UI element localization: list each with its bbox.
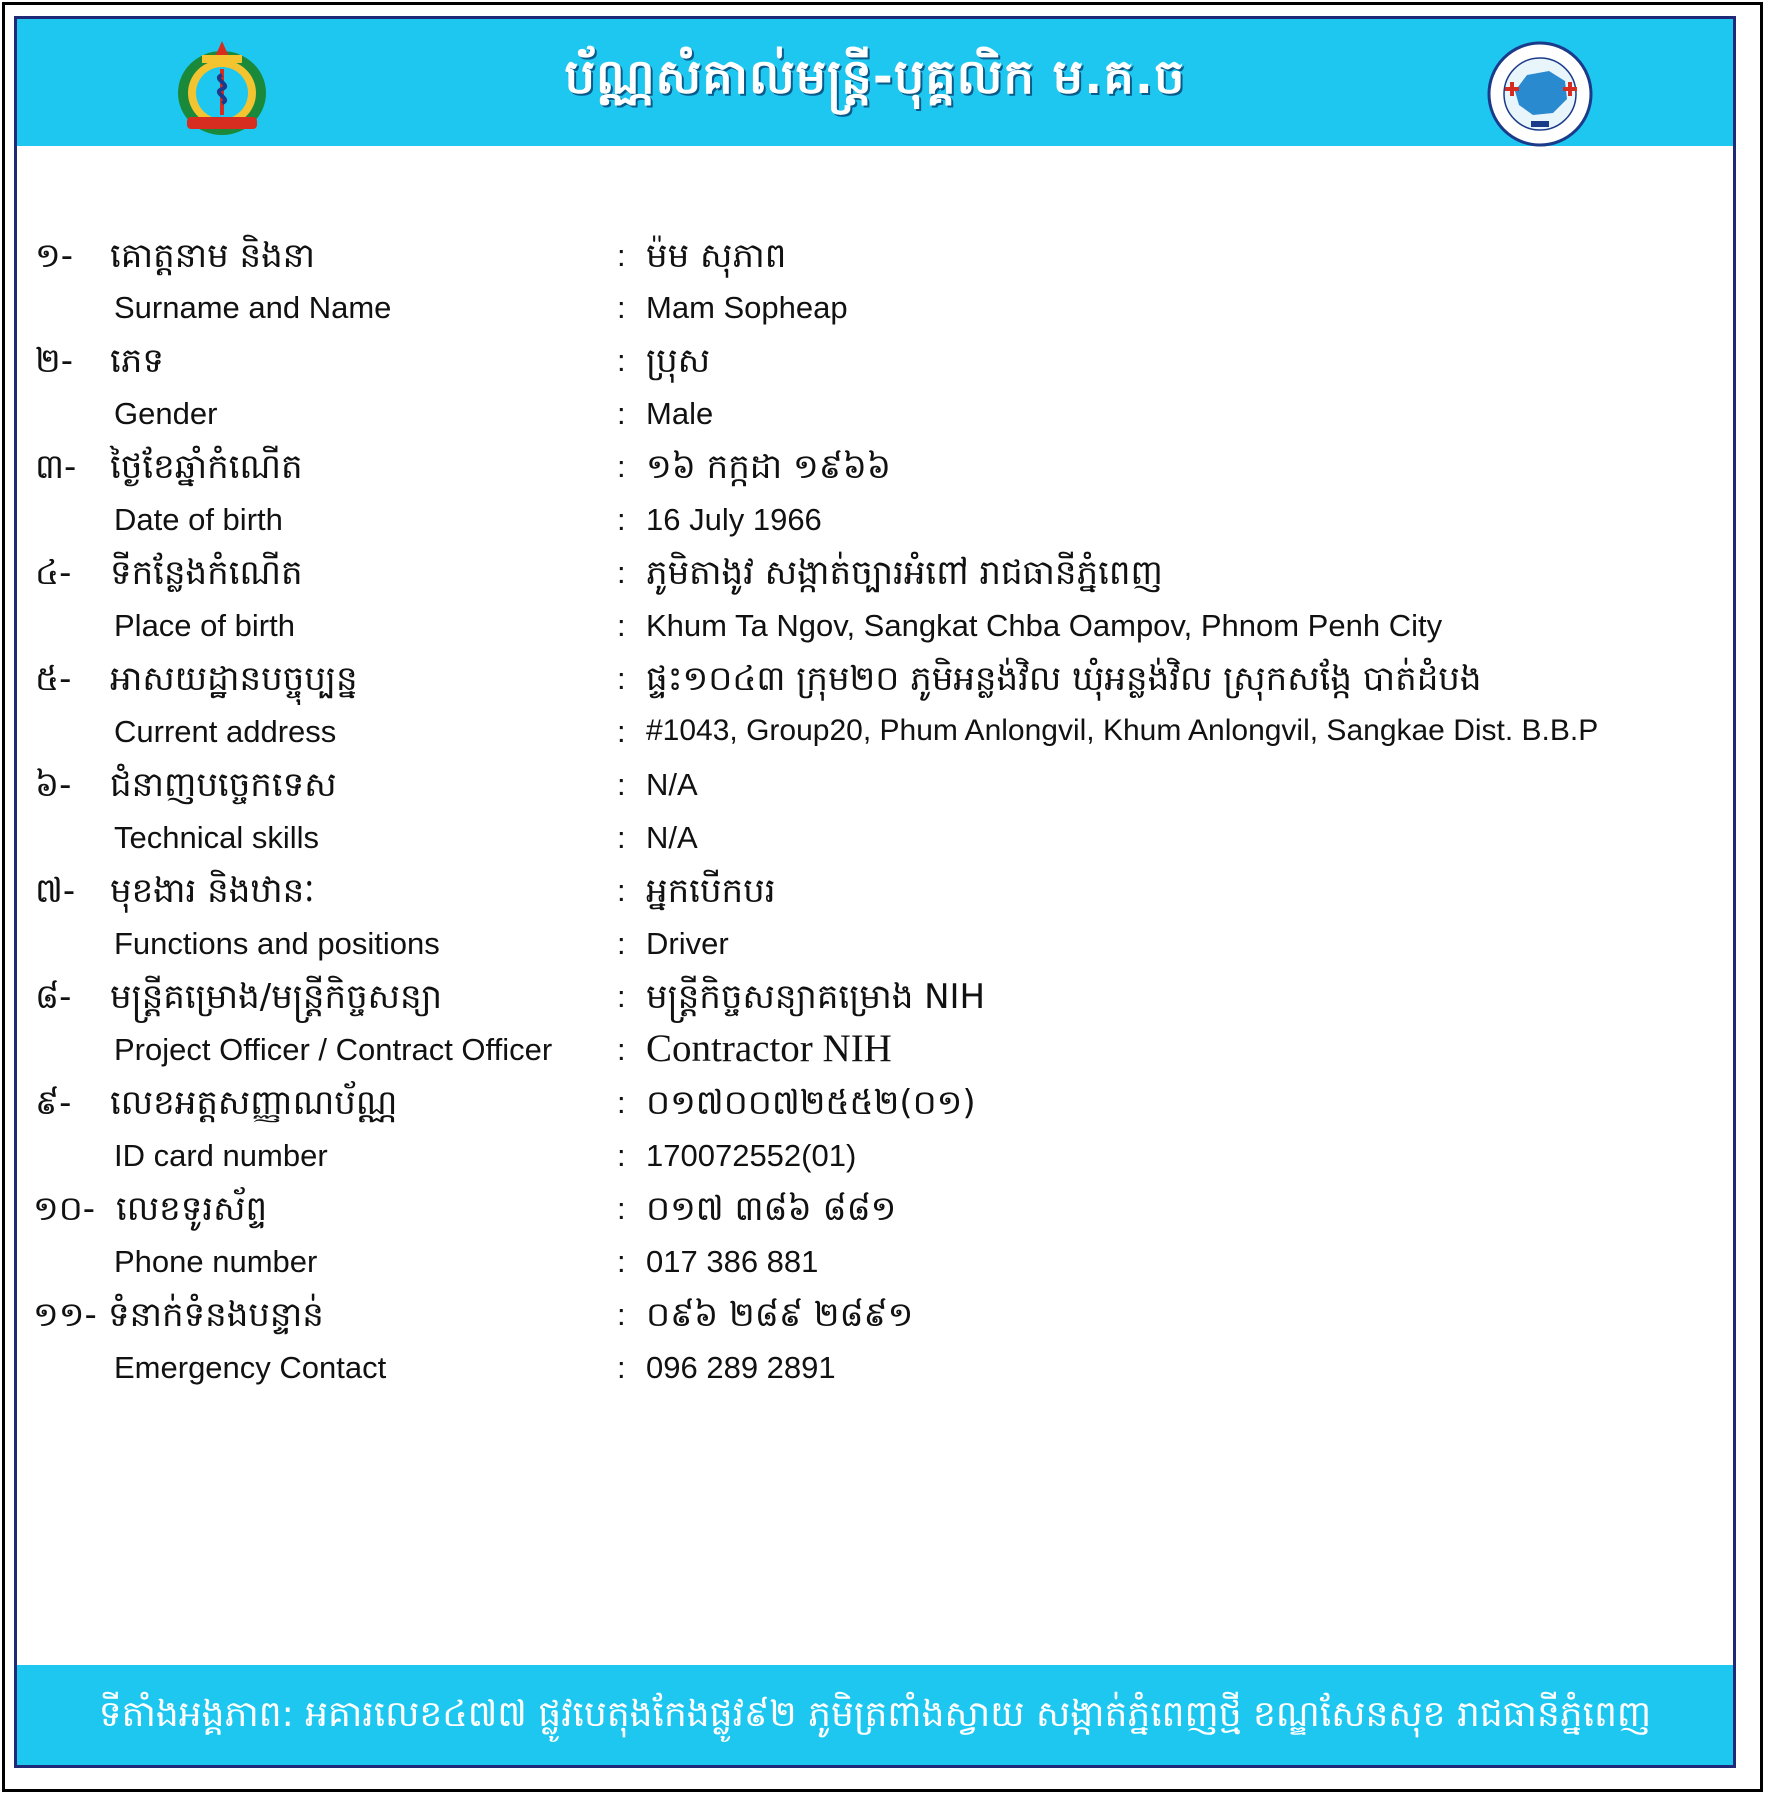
field-value-en: 017 386 881 [646, 1244, 819, 1279]
field-value-km: ០១៧ ៣៨៦ ៨៨១ [646, 1189, 897, 1229]
field-number: ២- [35, 341, 74, 381]
field-label-en: Phone number [114, 1244, 318, 1279]
field-value-en: 16 July 1966 [646, 502, 822, 537]
field-birthplace-km [0, 551, 1771, 611]
field-label-en: Place of birth [114, 608, 295, 643]
field-id-card-km [0, 1081, 1771, 1141]
field-id-card-en [0, 1134, 1771, 1194]
field-number: ៥- [35, 659, 72, 699]
field-number: ១១- [33, 1295, 97, 1335]
card-title: ប័ណ្ណសំគាល់មន្ត្រី-បុគ្គលិក ម.គ.ច [564, 49, 1186, 105]
colon: : [617, 926, 626, 961]
field-number: ១- [35, 236, 74, 276]
field-dob-en [0, 498, 1771, 558]
colon: : [617, 396, 626, 431]
field-label-km: ថ្ងៃខែឆ្នាំកំណើត [110, 447, 303, 487]
field-label-km: មុខងារ និងឋានៈ [110, 871, 315, 911]
field-value-en: Male [646, 396, 714, 431]
field-value-en: Contractor NIH [646, 1027, 892, 1070]
field-label-km: អាសយដ្ឋានបច្ចុប្បន្ន [110, 659, 358, 699]
field-phone-en [0, 1240, 1771, 1300]
colon: : [617, 714, 626, 749]
field-label-km: ជំនាញបច្ចេកទេស [110, 765, 337, 805]
field-gender-km [0, 339, 1771, 399]
field-value-km: ០៩៦ ២៨៩ ២៨៩១ [646, 1295, 914, 1335]
field-number: ៩- [35, 1083, 72, 1123]
field-value-km: ម៉ម សុភាព [646, 236, 787, 276]
field-label-km: ភេទ [110, 341, 164, 381]
field-value-en: 096 289 2891 [646, 1350, 836, 1385]
field-value-en: Mam Sopheap [646, 290, 848, 325]
footer-band [17, 1665, 1733, 1765]
colon: : [617, 608, 626, 643]
colon: : [617, 555, 626, 590]
field-value-en: Driver [646, 926, 729, 961]
colon: : [617, 661, 626, 696]
colon: : [617, 873, 626, 908]
field-label-km: លេខទូរស័ព្ទ [116, 1189, 268, 1229]
field-value-en: 170072552(01) [646, 1138, 857, 1173]
colon: : [617, 238, 626, 273]
field-number: ១០- [33, 1189, 96, 1229]
colon: : [617, 1138, 626, 1173]
field-label-en: Gender [114, 396, 218, 431]
field-name-en [0, 286, 1771, 346]
colon: : [617, 502, 626, 537]
office-address: ទីតាំងអង្គភាព: អគារលេខ៤៧៧ ផ្លូវបេតុងកែងផ្លូវ៩២ ភូមិត្រពាំងស្វាយ សង្កាត់ភ្នំពេញថ្មី ខណ្ឌសែនសុខ រាជធានីភ្នំពេញ [98, 1694, 1652, 1735]
field-value-km: ផ្ទះ១០៤៣ ក្រុម២០ ភូមិអន្លង់វិល ឃុំអន្លង់វិល ស្រុកសង្កែ បាត់ដំបង [646, 659, 1482, 699]
field-name-km [0, 234, 1771, 294]
colon: : [617, 820, 626, 855]
colon: : [617, 767, 626, 802]
field-number: ៨- [35, 977, 72, 1017]
field-label-en: Surname and Name [114, 290, 392, 325]
field-label-en: Functions and positions [114, 926, 440, 961]
field-number: ៧- [35, 871, 76, 911]
cambodia-map-seal-icon [1487, 41, 1593, 147]
field-label-en: ID card number [114, 1138, 328, 1173]
field-value-km: N/A [646, 767, 698, 802]
colon: : [617, 290, 626, 325]
field-label-km: មន្ត្រីគម្រោង/មន្ត្រីកិច្ចសន្យា [110, 977, 443, 1017]
field-emergency-km [0, 1293, 1771, 1353]
field-value-km: ប្រុស [646, 341, 711, 381]
colon: : [617, 1244, 626, 1279]
field-value-km: ០១៧០០៧២៥៥២(០១) [646, 1083, 976, 1123]
field-value-en: N/A [646, 820, 698, 855]
field-label-en: Emergency Contact [114, 1350, 387, 1385]
field-label-en: Current address [114, 714, 337, 749]
colon: : [617, 1297, 626, 1332]
field-label-km: ទំនាក់ទំនងបន្ទាន់ [108, 1295, 324, 1335]
header-band [17, 19, 1733, 146]
field-birthplace-en [0, 604, 1771, 664]
colon: : [617, 343, 626, 378]
field-label-km: គោត្តនាម និងនា [110, 236, 316, 276]
field-dob-km [0, 445, 1771, 505]
field-skills-en [0, 816, 1771, 876]
field-value-en: #1043, Group20, Phum Anlongvil, Khum Anlongvil, Sangkae Dist. B.B.P [646, 714, 1599, 747]
colon: : [617, 1032, 626, 1067]
field-number: ៦- [35, 765, 72, 805]
field-value-en: Khum Ta Ngov, Sangkat Chba Oampov, Phnom Penh City [646, 608, 1443, 643]
field-position-km [0, 869, 1771, 929]
field-label-km: លេខអត្តសញ្ញាណប័ណ្ណ [110, 1083, 398, 1123]
field-number: ៣- [35, 447, 77, 487]
colon: : [617, 1350, 626, 1385]
field-value-km: មន្ត្រីកិច្ចសន្យាគម្រោង NIH [646, 977, 986, 1017]
field-emergency-en [0, 1346, 1771, 1406]
field-gender-en [0, 392, 1771, 452]
field-label-en: Technical skills [114, 820, 320, 855]
field-address-en [0, 710, 1771, 770]
colon: : [617, 979, 626, 1014]
field-value-km: ១៦ កក្កដា ១៩៦៦ [646, 447, 891, 487]
colon: : [617, 449, 626, 484]
colon: : [617, 1191, 626, 1226]
colon: : [617, 1085, 626, 1120]
field-officer-type-en [0, 1028, 1771, 1088]
field-label-en: Date of birth [114, 502, 283, 537]
field-address-km [0, 657, 1771, 717]
field-value-km: អ្នកបើកបរ [646, 871, 776, 911]
field-number: ៤- [35, 553, 72, 593]
field-phone-km [0, 1187, 1771, 1247]
field-label-en: Project Officer / Contract Officer [114, 1032, 553, 1067]
field-label-km: ទីកន្លែងកំណើត [110, 553, 303, 593]
field-position-en [0, 922, 1771, 982]
field-value-km: ភូមិតាងូវ សង្កាត់ច្បារអំពៅ រាជធានីភ្នំពេញ [646, 553, 1163, 593]
field-skills-km [0, 763, 1771, 823]
